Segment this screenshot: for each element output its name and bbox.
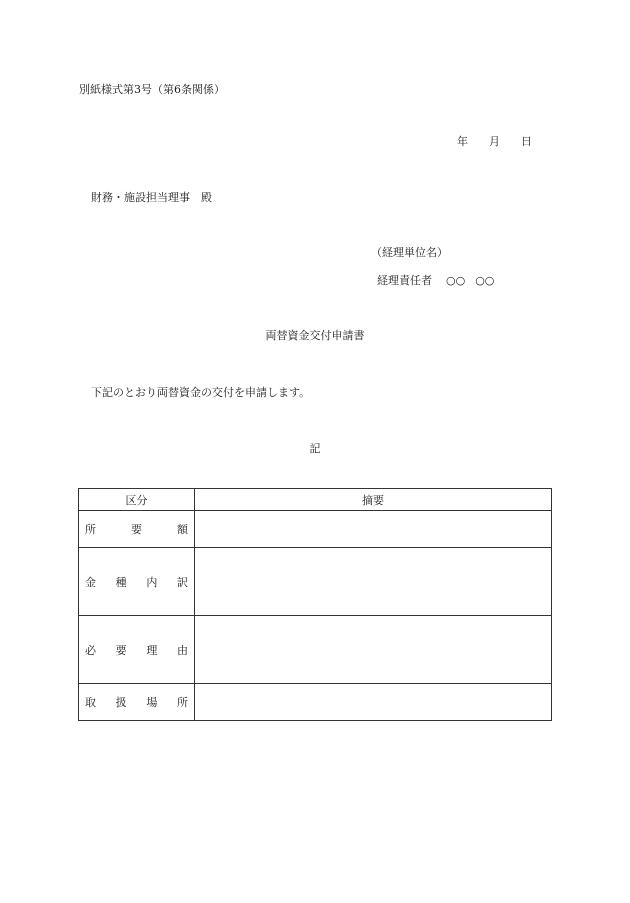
officer-surname: ○○ bbox=[446, 274, 466, 287]
label-char: 所 bbox=[176, 696, 188, 709]
date-month-label: 月 bbox=[489, 135, 500, 148]
document-title: 両替資金交付申請書 bbox=[265, 329, 365, 342]
table-header-row bbox=[79, 489, 552, 511]
date-line bbox=[457, 133, 532, 149]
table-row-required-amount bbox=[79, 511, 552, 548]
value-cell-denomination-breakdown bbox=[195, 548, 552, 616]
value-cell-required-amount bbox=[195, 511, 552, 548]
date-year-label: 年 bbox=[457, 135, 468, 148]
row-label-denomination-breakdown bbox=[79, 548, 195, 616]
body-text: 下記のとおり両替資金の交付を申請します。 bbox=[91, 386, 311, 399]
label-char: 必 bbox=[85, 643, 96, 657]
label-char: 内 bbox=[146, 575, 158, 589]
label-char: 所 bbox=[85, 523, 96, 536]
value-cell-reason bbox=[195, 616, 552, 684]
table-row-reason bbox=[79, 616, 552, 684]
label-char: 場 bbox=[146, 696, 158, 709]
value-cell-handling-location bbox=[195, 684, 552, 721]
label-char: 扱 bbox=[115, 696, 127, 709]
row-label-required-amount bbox=[79, 511, 195, 548]
row-label-reason bbox=[79, 616, 195, 684]
label-char: 金 bbox=[85, 575, 96, 589]
header-summary: 摘要 bbox=[195, 489, 552, 511]
addressee: 財務・施設担当理事 殿 bbox=[91, 191, 212, 204]
officer-title: 経理責任者 bbox=[377, 274, 432, 287]
header-category: 区分 bbox=[79, 489, 195, 511]
label-char: 要 bbox=[115, 643, 127, 657]
label-char: 理 bbox=[146, 643, 158, 657]
form-number: 別紙様式第3号（第6条関係） bbox=[79, 83, 225, 96]
label-char: 訳 bbox=[176, 575, 188, 589]
officer-given-name: ○○ bbox=[475, 274, 495, 287]
label-char: 取 bbox=[85, 696, 96, 709]
ki-mark: 記 bbox=[309, 442, 321, 455]
table-row-handling-location bbox=[79, 684, 552, 721]
sender-org-name: （経理単位名） bbox=[371, 246, 448, 259]
detail-table bbox=[78, 488, 552, 721]
date-day-label: 日 bbox=[521, 135, 532, 148]
label-char: 額 bbox=[177, 523, 188, 536]
label-char: 由 bbox=[176, 643, 188, 657]
sender-officer-line bbox=[377, 272, 494, 288]
label-char: 要 bbox=[131, 523, 142, 536]
table-row-denomination-breakdown bbox=[79, 548, 552, 616]
label-char: 種 bbox=[115, 575, 127, 589]
row-label-handling-location bbox=[79, 684, 195, 721]
